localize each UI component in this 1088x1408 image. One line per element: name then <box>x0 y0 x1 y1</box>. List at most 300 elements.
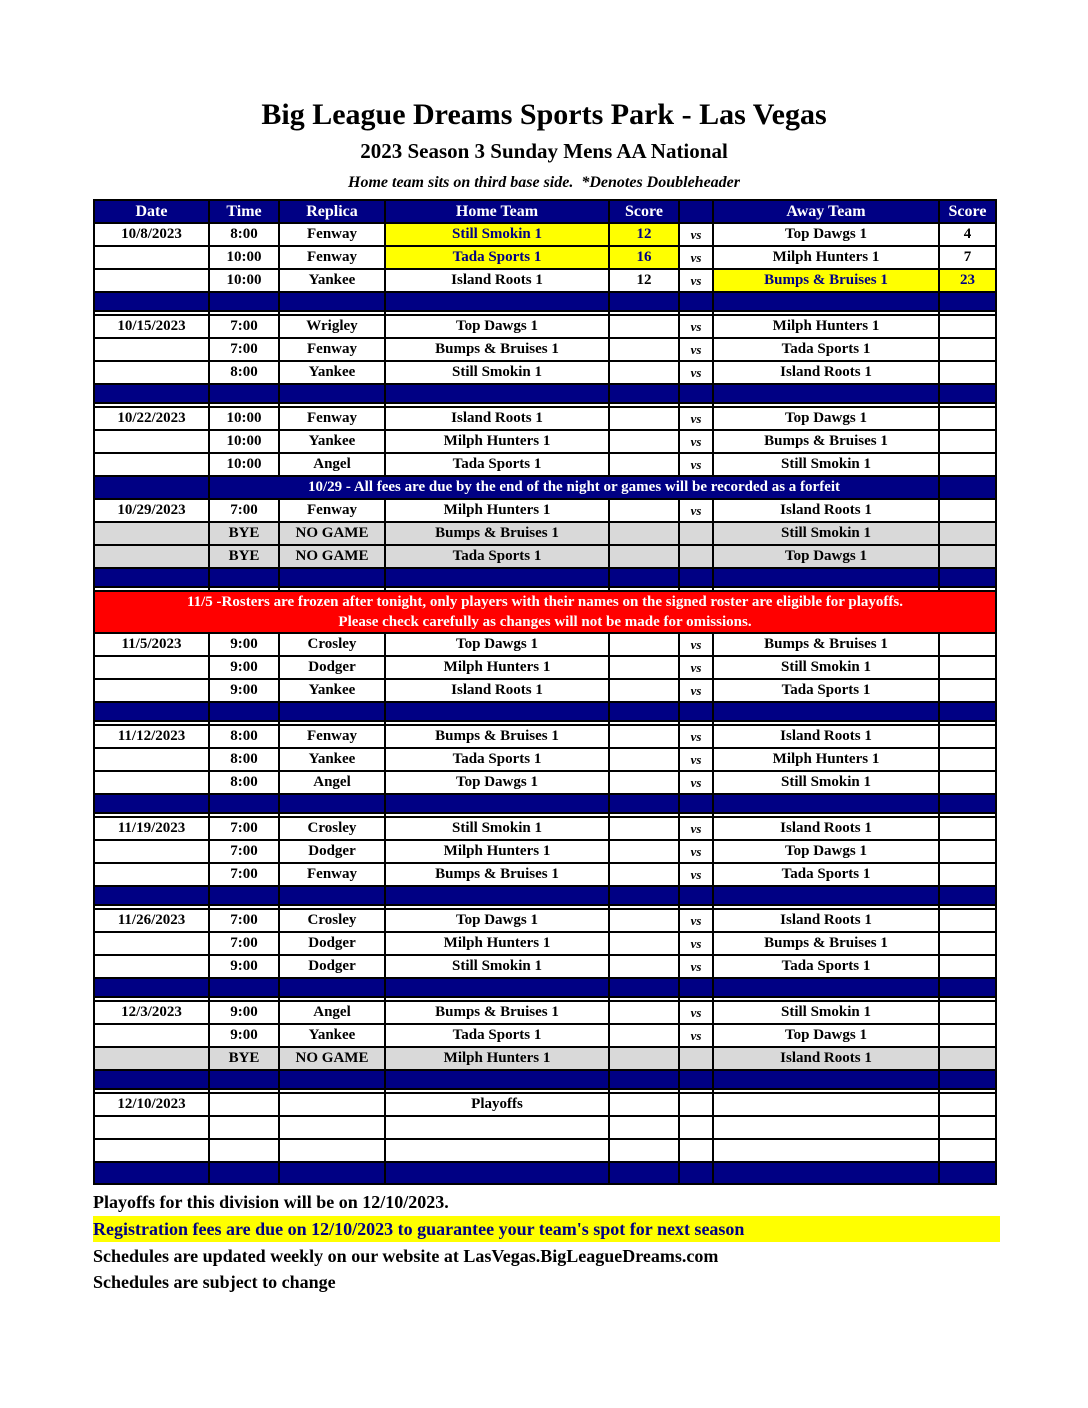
website-note: Schedules are updated weekly on our website at LasVegas.BigLeagueDreams.com <box>93 1246 719 1266</box>
replica-cell: Angel <box>279 453 385 476</box>
date-cell: 10/8/2023 <box>94 223 209 246</box>
away-score-cell <box>939 361 996 384</box>
section-separator-row <box>94 1070 996 1089</box>
away-score-cell <box>939 430 996 453</box>
time-cell: 8:00 <box>209 223 279 246</box>
cell <box>939 702 996 721</box>
notice-line: 11/5 -Rosters are frozen after tonight, only players with their names on the signed roster are eligible for playoffs. <box>186 594 904 610</box>
replica-cell: Yankee <box>279 430 385 453</box>
bye-row <box>94 522 996 545</box>
away-score-cell: 4 <box>939 223 996 246</box>
date-cell <box>94 1024 209 1047</box>
col-header-away-team: Away Team <box>713 200 939 223</box>
date-cell: 12/10/2023 <box>94 1093 209 1116</box>
cell <box>279 1116 385 1139</box>
time-cell: 9:00 <box>209 633 279 656</box>
home-score-cell <box>609 1047 679 1070</box>
cell <box>939 1162 996 1184</box>
home-score-cell <box>609 725 679 748</box>
vs-cell <box>679 545 713 568</box>
game-row <box>94 656 996 679</box>
away-team-cell: Still Smokin 1 <box>713 1001 939 1024</box>
fees-note-row <box>94 476 996 499</box>
away-score-cell <box>939 1047 996 1070</box>
away-score-cell <box>939 1001 996 1024</box>
cell <box>385 292 609 311</box>
section-separator-row <box>94 384 996 403</box>
date-cell <box>94 840 209 863</box>
home-score-cell <box>609 932 679 955</box>
game-row <box>94 361 996 384</box>
col-header-vs <box>679 200 713 223</box>
vs-cell: vs <box>679 725 713 748</box>
cell <box>209 978 279 997</box>
cell <box>609 794 679 813</box>
date-cell <box>94 545 209 568</box>
replica-cell: Dodger <box>279 932 385 955</box>
game-row <box>94 771 996 794</box>
away-score-cell <box>939 315 996 338</box>
replica-cell: Angel <box>279 1001 385 1024</box>
date-cell <box>94 748 209 771</box>
col-header-home-team: Home Team <box>385 200 609 223</box>
away-score-cell <box>939 840 996 863</box>
away-score-cell <box>939 453 996 476</box>
home-team-cell: Still Smokin 1 <box>385 817 609 840</box>
replica-cell <box>279 1093 385 1116</box>
cell <box>279 702 385 721</box>
replica-cell: Fenway <box>279 725 385 748</box>
home-team-cell: Island Roots 1 <box>385 679 609 702</box>
home-score-cell <box>609 863 679 886</box>
home-score-cell <box>609 499 679 522</box>
cell <box>713 292 939 311</box>
cell <box>209 1139 279 1162</box>
home-score-cell <box>609 679 679 702</box>
cell <box>385 384 609 403</box>
away-score-cell: 7 <box>939 246 996 269</box>
col-header-replica: Replica <box>279 200 385 223</box>
replica-cell: Yankee <box>279 361 385 384</box>
home-score-cell <box>609 453 679 476</box>
replica-cell: Fenway <box>279 223 385 246</box>
col-header-home-score: Score <box>609 200 679 223</box>
cell <box>209 886 279 905</box>
date-cell <box>94 863 209 886</box>
cell <box>939 1070 996 1089</box>
away-team-cell <box>713 1093 939 1116</box>
home-score-cell <box>609 909 679 932</box>
time-cell: 7:00 <box>209 863 279 886</box>
game-row <box>94 269 996 292</box>
cell <box>385 978 609 997</box>
game-row <box>94 338 996 361</box>
home-score-cell: 12 <box>609 223 679 246</box>
replica-cell: NO GAME <box>279 1047 385 1070</box>
empty-row <box>94 1116 996 1139</box>
replica-cell: Fenway <box>279 863 385 886</box>
section-separator-row <box>94 702 996 721</box>
replica-cell: Dodger <box>279 656 385 679</box>
document-header <box>0 0 1088 192</box>
date-cell <box>94 269 209 292</box>
replica-cell: Yankee <box>279 748 385 771</box>
cell <box>94 702 209 721</box>
home-team-cell: Milph Hunters 1 <box>385 656 609 679</box>
registration-fees-note: Registration fees are due on 12/10/2023 to guarantee your team's spot for next season <box>93 1216 1000 1242</box>
cell <box>385 1070 609 1089</box>
date-cell: 10/22/2023 <box>94 407 209 430</box>
game-row <box>94 840 996 863</box>
away-team-cell: Bumps & Bruises 1 <box>713 932 939 955</box>
time-cell: 7:00 <box>209 499 279 522</box>
away-score-cell <box>939 1093 996 1116</box>
away-score-cell <box>939 338 996 361</box>
home-score-cell <box>609 1001 679 1024</box>
cell <box>279 1139 385 1162</box>
replica-cell: Fenway <box>279 338 385 361</box>
bye-row <box>94 545 996 568</box>
cell <box>679 1116 713 1139</box>
cell <box>713 702 939 721</box>
time-cell: 10:00 <box>209 430 279 453</box>
vs-cell <box>679 1047 713 1070</box>
game-row <box>94 725 996 748</box>
game-row <box>94 1024 996 1047</box>
time-cell: 8:00 <box>209 748 279 771</box>
cell <box>609 1139 679 1162</box>
date-cell: 12/3/2023 <box>94 1001 209 1024</box>
home-team-cell: Island Roots 1 <box>385 269 609 292</box>
vs-cell: vs <box>679 1024 713 1047</box>
away-score-cell <box>939 909 996 932</box>
cell <box>713 886 939 905</box>
home-team-cell: Tada Sports 1 <box>385 748 609 771</box>
date-cell: 11/12/2023 <box>94 725 209 748</box>
away-score-cell <box>939 817 996 840</box>
away-score-cell <box>939 725 996 748</box>
time-cell: 10:00 <box>209 269 279 292</box>
cell <box>385 886 609 905</box>
cell <box>609 1162 679 1184</box>
cell <box>94 384 209 403</box>
game-row <box>94 817 996 840</box>
away-score-cell <box>939 499 996 522</box>
notice-line: Please check carefully as changes will not be made for omissions. <box>338 614 752 630</box>
home-team-cell: Top Dawgs 1 <box>385 909 609 932</box>
section-separator-row <box>94 886 996 905</box>
time-cell: 7:00 <box>209 817 279 840</box>
home-team-cell: Still Smokin 1 <box>385 955 609 978</box>
cell <box>939 568 996 587</box>
cell <box>209 1162 279 1184</box>
cell <box>94 1162 209 1184</box>
vs-cell: vs <box>679 771 713 794</box>
home-score-cell <box>609 1093 679 1116</box>
vs-cell: vs <box>679 246 713 269</box>
vs-cell: vs <box>679 748 713 771</box>
time-cell: 7:00 <box>209 338 279 361</box>
cell <box>713 1162 939 1184</box>
away-team-cell: Island Roots 1 <box>713 1047 939 1070</box>
home-team-cell: Milph Hunters 1 <box>385 430 609 453</box>
home-team-cell: Bumps & Bruises 1 <box>385 863 609 886</box>
time-cell: 10:00 <box>209 453 279 476</box>
away-team-cell: Tada Sports 1 <box>713 338 939 361</box>
vs-cell: vs <box>679 430 713 453</box>
cell <box>713 1139 939 1162</box>
date-cell <box>94 522 209 545</box>
time-cell: 9:00 <box>209 1024 279 1047</box>
away-team-cell: Bumps & Bruises 1 <box>713 430 939 453</box>
cell <box>609 568 679 587</box>
replica-cell: Crosley <box>279 909 385 932</box>
replica-cell: Fenway <box>279 246 385 269</box>
date-cell: 11/19/2023 <box>94 817 209 840</box>
cell <box>679 1139 713 1162</box>
time-cell: 7:00 <box>209 932 279 955</box>
home-score-cell <box>609 407 679 430</box>
vs-cell <box>679 522 713 545</box>
vs-cell: vs <box>679 361 713 384</box>
playoffs-date-note: Playoffs for this division will be on 12/10/2023. <box>93 1192 449 1212</box>
cell <box>679 886 713 905</box>
cell <box>713 384 939 403</box>
cell <box>94 1139 209 1162</box>
game-row <box>94 407 996 430</box>
time-cell: BYE <box>209 1047 279 1070</box>
cell <box>209 1116 279 1139</box>
date-cell <box>94 246 209 269</box>
away-team-cell: Island Roots 1 <box>713 909 939 932</box>
replica-cell: Fenway <box>279 499 385 522</box>
cell <box>939 384 996 403</box>
away-score-cell <box>939 679 996 702</box>
away-team-cell: Island Roots 1 <box>713 817 939 840</box>
home-score-cell <box>609 656 679 679</box>
away-team-cell: Island Roots 1 <box>713 499 939 522</box>
vs-cell: vs <box>679 863 713 886</box>
replica-cell: Yankee <box>279 1024 385 1047</box>
cell <box>679 702 713 721</box>
date-cell <box>94 476 209 499</box>
home-score-cell <box>609 545 679 568</box>
replica-cell: NO GAME <box>279 522 385 545</box>
replica-cell: Dodger <box>279 840 385 863</box>
cell <box>679 978 713 997</box>
away-team-cell: Milph Hunters 1 <box>713 315 939 338</box>
home-team-cell: Playoffs <box>385 1093 609 1116</box>
home-team-cell: Top Dawgs 1 <box>385 633 609 656</box>
replica-cell: Fenway <box>279 407 385 430</box>
vs-cell: vs <box>679 338 713 361</box>
game-row <box>94 863 996 886</box>
game-row <box>94 955 996 978</box>
date-cell <box>94 679 209 702</box>
home-team-cell: Milph Hunters 1 <box>385 932 609 955</box>
cell <box>385 1139 609 1162</box>
away-team-cell: Top Dawgs 1 <box>713 840 939 863</box>
time-cell: 8:00 <box>209 771 279 794</box>
vs-cell: vs <box>679 932 713 955</box>
away-team-cell: Top Dawgs 1 <box>713 407 939 430</box>
cell <box>939 794 996 813</box>
home-team-cell: Bumps & Bruises 1 <box>385 1001 609 1024</box>
bye-row <box>94 1047 996 1070</box>
away-team-cell: Bumps & Bruises 1 <box>713 633 939 656</box>
cell <box>94 794 209 813</box>
cell <box>679 1162 713 1184</box>
time-cell: BYE <box>209 545 279 568</box>
away-score-cell <box>939 476 996 499</box>
cell <box>679 384 713 403</box>
cell <box>939 292 996 311</box>
home-score-cell <box>609 1024 679 1047</box>
away-score-cell <box>939 633 996 656</box>
cell <box>209 568 279 587</box>
game-row <box>94 223 996 246</box>
game-row <box>94 315 996 338</box>
time-cell: 9:00 <box>209 679 279 702</box>
home-score-cell <box>609 315 679 338</box>
date-cell <box>94 932 209 955</box>
game-row <box>94 453 996 476</box>
cell <box>94 292 209 311</box>
away-team-cell: Still Smokin 1 <box>713 771 939 794</box>
home-team-cell: Bumps & Bruises 1 <box>385 338 609 361</box>
vs-cell: vs <box>679 656 713 679</box>
cell <box>279 794 385 813</box>
home-team-cell: Top Dawgs 1 <box>385 315 609 338</box>
cell <box>385 1116 609 1139</box>
vs-cell: vs <box>679 453 713 476</box>
time-cell: 9:00 <box>209 955 279 978</box>
page-title: Big League Dreams Sports Park - Las Vegas <box>261 98 827 131</box>
section-separator-row <box>94 794 996 813</box>
cell <box>94 886 209 905</box>
cell <box>609 292 679 311</box>
cell <box>279 886 385 905</box>
time-cell <box>209 1093 279 1116</box>
time-cell: 7:00 <box>209 315 279 338</box>
away-team-cell: Still Smokin 1 <box>713 656 939 679</box>
game-row <box>94 430 996 453</box>
cell <box>209 1070 279 1089</box>
home-team-cell: Island Roots 1 <box>385 407 609 430</box>
cell <box>385 702 609 721</box>
home-team-cell: Still Smokin 1 <box>385 223 609 246</box>
cell <box>209 702 279 721</box>
cell <box>939 1116 996 1139</box>
time-cell: 7:00 <box>209 909 279 932</box>
replica-cell: Crosley <box>279 817 385 840</box>
away-score-cell <box>939 407 996 430</box>
section-separator-row <box>94 568 996 587</box>
away-score-cell <box>939 522 996 545</box>
home-team-cell: Milph Hunters 1 <box>385 840 609 863</box>
home-score-cell <box>609 338 679 361</box>
home-team-cell: Tada Sports 1 <box>385 453 609 476</box>
date-cell <box>94 338 209 361</box>
schedule-table <box>93 199 997 1185</box>
away-team-cell: Milph Hunters 1 <box>713 748 939 771</box>
game-row <box>94 679 996 702</box>
cell <box>209 292 279 311</box>
vs-cell: vs <box>679 223 713 246</box>
home-score-cell <box>609 522 679 545</box>
home-score-cell <box>609 771 679 794</box>
col-header-time: Time <box>209 200 279 223</box>
date-cell <box>94 361 209 384</box>
subject-to-change-note: Schedules are subject to change <box>93 1272 336 1292</box>
home-score-cell <box>609 955 679 978</box>
vs-cell: vs <box>679 407 713 430</box>
away-team-cell: Still Smokin 1 <box>713 453 939 476</box>
date-cell <box>94 453 209 476</box>
game-row <box>94 246 996 269</box>
cell <box>679 794 713 813</box>
cell <box>679 1070 713 1089</box>
fees-note-text: 10/29 - All fees are due by the end of the night or games will be recorded as a forfeit <box>209 476 939 499</box>
cell <box>679 568 713 587</box>
cell <box>609 1070 679 1089</box>
cell <box>279 978 385 997</box>
cell <box>385 794 609 813</box>
cell <box>209 384 279 403</box>
away-team-cell: Island Roots 1 <box>713 725 939 748</box>
date-cell <box>94 771 209 794</box>
game-row <box>94 932 996 955</box>
replica-cell: Yankee <box>279 679 385 702</box>
vs-cell: vs <box>679 909 713 932</box>
replica-cell: Wrigley <box>279 315 385 338</box>
cell <box>385 1162 609 1184</box>
cell <box>609 1116 679 1139</box>
cell <box>679 292 713 311</box>
home-score-cell: 16 <box>609 246 679 269</box>
vs-cell: vs <box>679 955 713 978</box>
game-row <box>94 499 996 522</box>
time-cell: 10:00 <box>209 246 279 269</box>
home-team-cell: Tada Sports 1 <box>385 1024 609 1047</box>
home-team-cell: Still Smokin 1 <box>385 361 609 384</box>
replica-cell: Angel <box>279 771 385 794</box>
col-header-date: Date <box>94 200 209 223</box>
cell <box>94 568 209 587</box>
away-score-cell <box>939 748 996 771</box>
cell <box>279 384 385 403</box>
cell <box>94 1070 209 1089</box>
cell <box>713 1116 939 1139</box>
home-score-cell <box>609 430 679 453</box>
home-team-cell: Milph Hunters 1 <box>385 499 609 522</box>
away-team-cell: Island Roots 1 <box>713 361 939 384</box>
replica-cell: NO GAME <box>279 545 385 568</box>
home-score-cell <box>609 633 679 656</box>
cell <box>713 794 939 813</box>
cell <box>609 886 679 905</box>
time-cell: 10:00 <box>209 407 279 430</box>
replica-cell: Dodger <box>279 955 385 978</box>
cell <box>939 886 996 905</box>
vs-cell: vs <box>679 499 713 522</box>
col-header-away-score: Score <box>939 200 996 223</box>
empty-row <box>94 1139 996 1162</box>
date-cell: 10/15/2023 <box>94 315 209 338</box>
home-score-cell <box>609 361 679 384</box>
cell <box>279 568 385 587</box>
away-score-cell <box>939 545 996 568</box>
